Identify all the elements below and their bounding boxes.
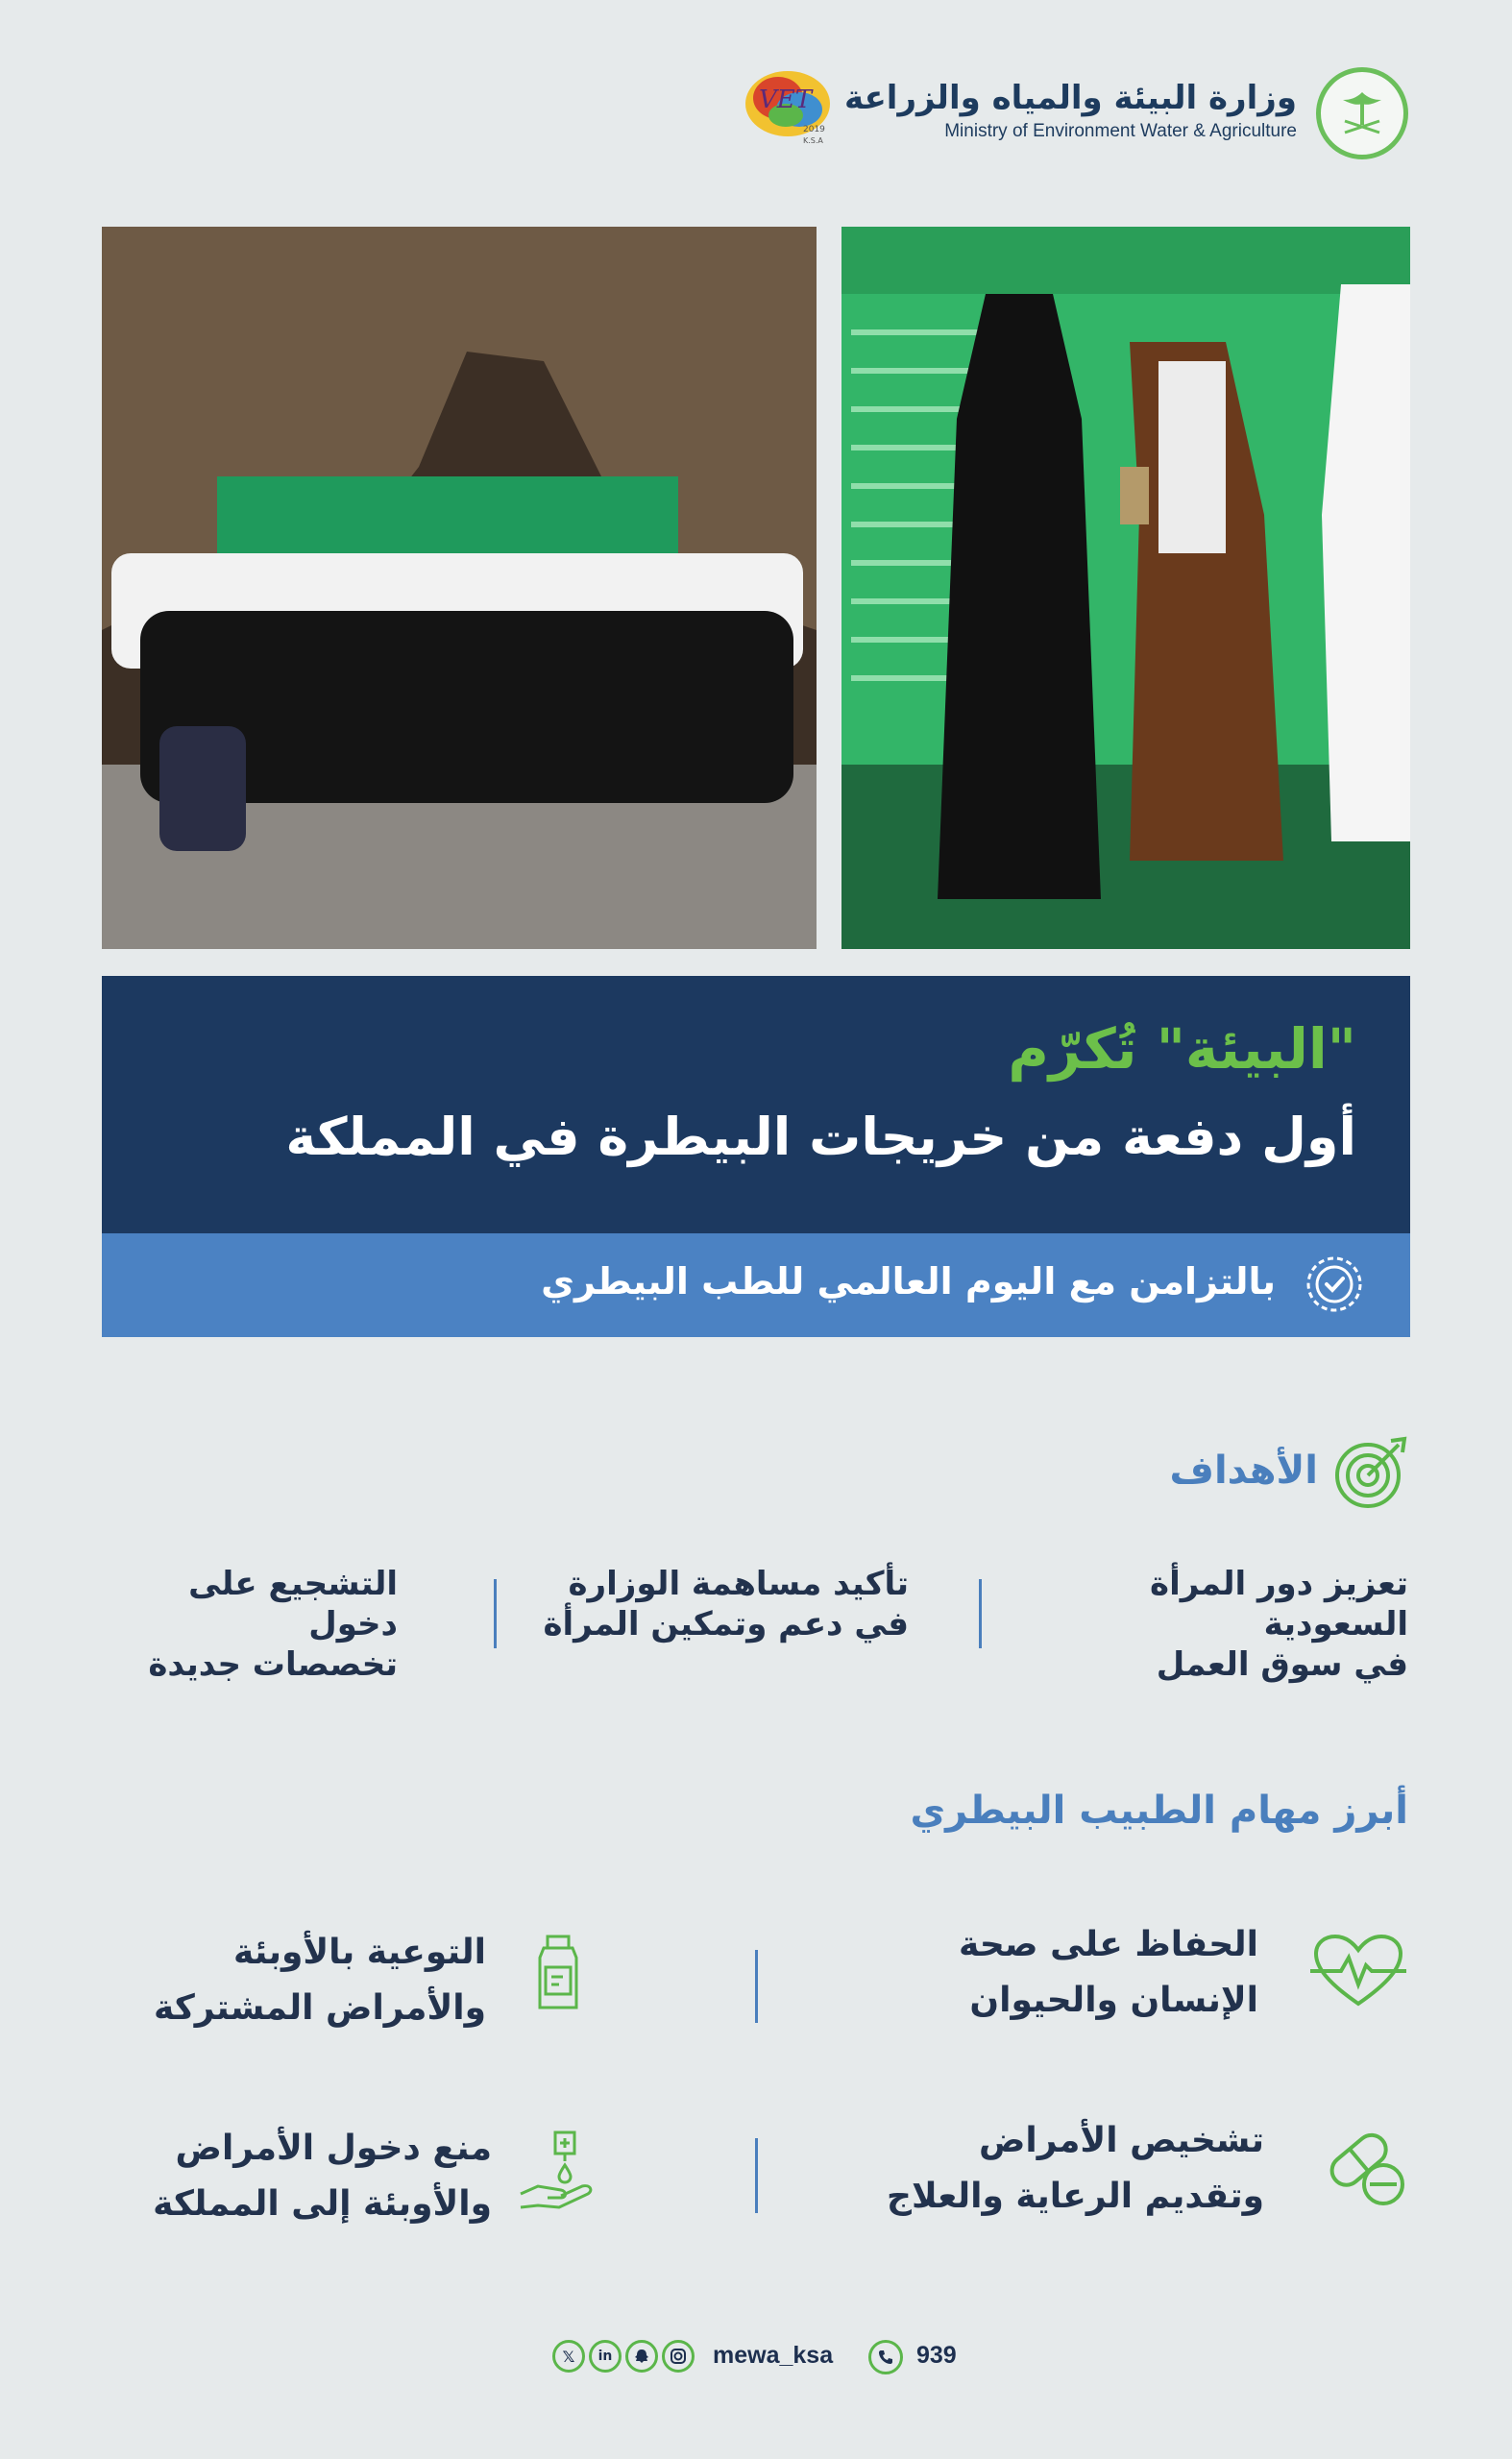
event-logo: [740, 65, 845, 152]
snapchat-icon[interactable]: [625, 2340, 658, 2373]
headline-line1: "البيئة" تُكرّم: [1008, 1016, 1356, 1082]
mewa-palm-logo: [1316, 67, 1408, 159]
award-photo: [841, 227, 1410, 949]
pills-icon: [1324, 2121, 1406, 2207]
event-logo-year: 2019: [803, 125, 825, 134]
social-handle[interactable]: mewa_ksa: [713, 2342, 834, 2369]
title-banner: [102, 976, 1410, 1233]
goal-item: [90, 1564, 398, 1685]
task-line1: منع دخول الأمراض: [175, 2129, 492, 2168]
task-line2: الإنسان والحيوان: [969, 1981, 1258, 2020]
subtitle-text: بالتزامن مع اليوم العالمي للطب البيطري: [541, 1260, 1276, 1303]
goal-line2: تخصصات جديدة: [148, 1645, 398, 1684]
ministry-name-en: Ministry of Environment Water & Agriculture: [944, 121, 1297, 141]
task-line2: والأوبئة إلى المملكة: [153, 2184, 492, 2224]
footer: [0, 2340, 1512, 2378]
goal-line1: تعزيز دور المرأة السعودية: [1150, 1565, 1408, 1643]
divider: [755, 2138, 758, 2213]
task-line2: والأمراض المشتركة: [154, 1988, 486, 2028]
goal-line2: في سوق العمل: [1156, 1645, 1408, 1684]
group-photo: [102, 227, 817, 949]
instagram-icon[interactable]: [662, 2340, 695, 2373]
ministry-name: [844, 79, 1297, 142]
task-item: [102, 1925, 486, 2036]
task-line2: وتقديم الرعاية والعلاج: [887, 2177, 1264, 2216]
phone-number[interactable]: 939: [916, 2342, 957, 2369]
subtitle-banner: [102, 1233, 1410, 1337]
hand-drop-icon: [519, 2130, 597, 2211]
goal-item: [505, 1564, 909, 1644]
tasks-heading: أبرز مهام الطبيب البيطري: [910, 1789, 1408, 1833]
goal-line2: في دعم وتمكين المرأة: [543, 1605, 909, 1643]
header: [0, 58, 1512, 173]
task-line1: الحفاظ على صحة: [959, 1925, 1258, 1964]
x-icon[interactable]: 𝕏: [552, 2340, 585, 2373]
divider: [755, 1950, 758, 2023]
task-item: [88, 2121, 492, 2232]
medicine-bottle-icon: [536, 1935, 580, 2011]
headline-line2: أول دفعة من خريجات البيطرة في المملكة: [285, 1107, 1356, 1167]
task-item: [822, 2113, 1264, 2225]
target-icon: [1333, 1435, 1408, 1510]
check-badge-icon: [1305, 1254, 1364, 1314]
divider: [979, 1579, 982, 1648]
svg-text:VET: VET: [759, 85, 813, 114]
event-logo-country: K.S.A: [803, 136, 823, 145]
phone-icon: [868, 2340, 903, 2374]
goal-line1: التشجيع على دخول: [188, 1565, 398, 1643]
goal-item: [1005, 1564, 1408, 1685]
task-item: [874, 1917, 1258, 2029]
linkedin-icon[interactable]: in: [589, 2340, 622, 2373]
goal-line1: تأكيد مساهمة الوزارة: [568, 1565, 909, 1603]
goals-heading: الأهداف: [1169, 1449, 1318, 1493]
task-line1: تشخيص الأمراض: [978, 2121, 1264, 2160]
ministry-name-ar: وزارة البيئة والمياه والزراعة: [843, 79, 1297, 117]
divider: [494, 1579, 497, 1648]
task-line1: التوعية بالأوبئة: [232, 1933, 486, 1972]
heart-pulse-icon: [1308, 1933, 1408, 2009]
